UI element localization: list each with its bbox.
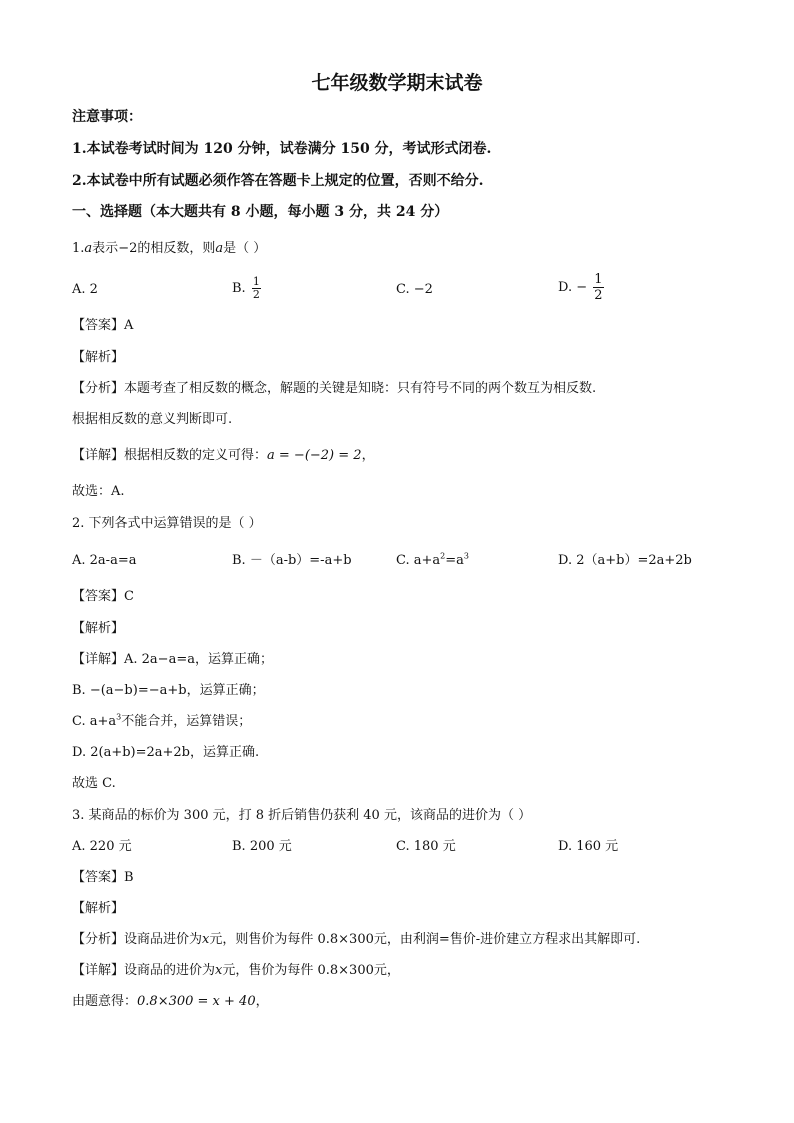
fraction: $\frac{1}{2}$ (594, 272, 603, 303)
q1-option-d: D. − $\frac{1}{2}$ (558, 272, 603, 303)
question-3-stem: 3. 某商品的标价为 300 元，打 8 折后销售仍获利 40 元，该商品的进价为（ ） (72, 808, 532, 823)
notice-item-1: 1.本试卷考试时间为 120 分钟，试卷满分 150 分，考试形式闭卷. (72, 141, 492, 157)
q1-analysis-label: 【解析】 (72, 350, 125, 365)
question-2-stem: 2. 下列各式中运算错误的是（ ） (72, 516, 262, 531)
q1-answer: 【答案】A (72, 318, 134, 333)
q2-answer: 【答案】C (72, 589, 134, 604)
q1-option-a: A. 2 (72, 282, 98, 297)
q2-detail-1: 【详解】A. 2a−a=a，运算正确； (72, 652, 273, 667)
q2-analysis-label: 【解析】 (72, 621, 125, 636)
q3-option-a: A. 220 元 (72, 839, 132, 854)
q3-analysis: 【分析】设商品进价为x元，则售价为每件 0.8×300元，由利润=售价-进价建立方程求出其解即可. (72, 932, 641, 947)
q1-choose: 故选：A. (72, 484, 125, 499)
q2-detail-2: B. −(a−b)=−a+b，运算正确； (72, 683, 265, 698)
var-x: x (215, 963, 223, 978)
q2-option-b: B. －（a-b）=-a+b (232, 553, 352, 568)
q1-detail: 【详解】根据相反数的定义可得：a = −(−2) = 2， (72, 448, 375, 463)
q3-option-b: B. 200 元 (232, 839, 292, 854)
q3-answer: 【答案】B (72, 870, 134, 885)
section-heading: 一、选择题（本大题共有 8 小题，每小题 3 分，共 24 分） (72, 204, 449, 220)
notice-heading: 注意事项： (72, 109, 142, 125)
q2-detail-4: D. 2(a+b)=2a+2b，运算正确. (72, 745, 260, 760)
q2-option-c: C. $a+a^2=a^3$ (396, 551, 469, 568)
q3-option-d: D. 160 元 (558, 839, 619, 854)
math-term: −2 (118, 241, 138, 256)
q3-analysis-label: 【解析】 (72, 901, 125, 916)
q3-option-c: C. 180 元 (396, 839, 456, 854)
q2-detail-3: C. $a+a^3$不能合并，运算错误； (72, 712, 252, 729)
question-1-stem: 1.a表示−2的相反数，则a是（ ） (72, 241, 267, 256)
q1-analysis: 【分析】本题考查了相反数的概念，解题的关键是知晓：只有符号不同的两个数互为相反数. (72, 381, 597, 396)
q2-option-d: D. 2（a+b）=2a+2b (558, 553, 692, 568)
q2-choose: 故选 C. (72, 776, 116, 791)
q1-analysis-2: 根据相反数的意义判断即可. (72, 412, 233, 427)
fraction: $\frac{1}{2}$ (252, 275, 260, 301)
var-a: a (84, 241, 93, 256)
var-a: a (215, 241, 224, 256)
q1-option-b: B. $\frac{1}{2}$ (232, 275, 260, 301)
math-equation: 0.8×300 = x + 40 (137, 994, 256, 1009)
notice-item-2: 2.本试卷中所有试题必须作答在答题卡上规定的位置，否则不给分. (72, 173, 484, 189)
page-title: 七年级数学期末试卷 (311, 72, 483, 94)
q2-option-a: A. 2a-a=a (72, 553, 137, 568)
math-equation: a = −(−2) = 2 (267, 448, 362, 463)
var-x: x (202, 932, 210, 947)
q3-detail: 【详解】设商品的进价为x元，售价为每件 0.8×300元， (72, 963, 400, 978)
q1-option-c: C. −2 (396, 282, 433, 297)
q3-equation: 由题意得：0.8×300 = x + 40， (72, 994, 269, 1009)
